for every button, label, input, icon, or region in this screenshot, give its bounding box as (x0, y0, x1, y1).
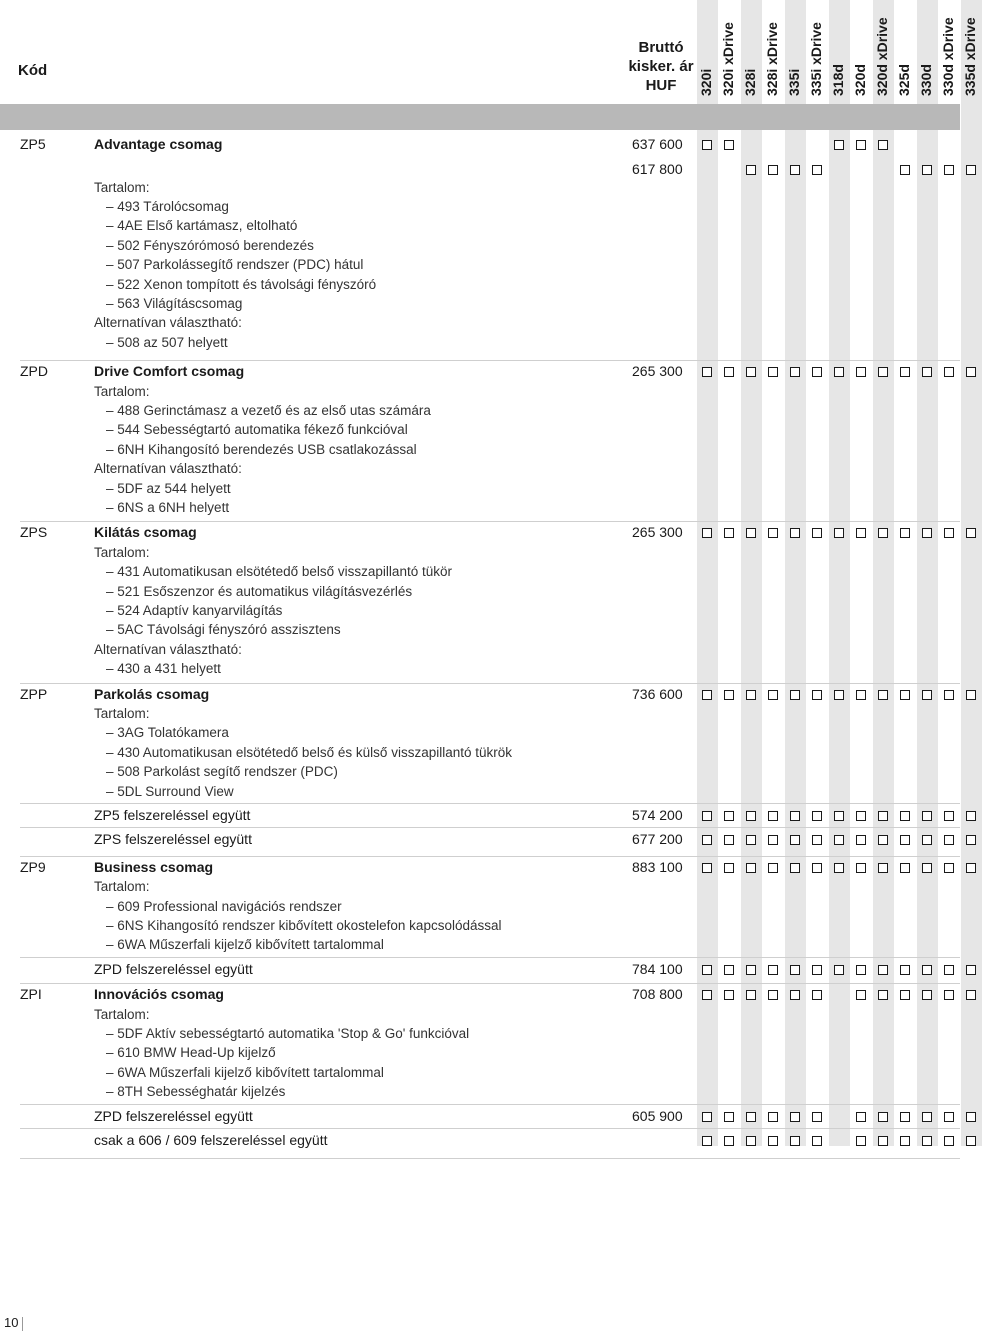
content-item: – 563 Világításcsomag (106, 294, 242, 313)
availability-marker (944, 990, 954, 1000)
availability-marker (746, 528, 756, 538)
availability-marker (812, 835, 822, 845)
model-name: 330d (918, 64, 934, 96)
model-column-header (962, 0, 982, 100)
availability-marker (812, 863, 822, 873)
availability-marker (812, 367, 822, 377)
content-item: – 502 Fényszórómosó berendezés (106, 236, 314, 255)
availability-marker (702, 965, 712, 975)
page-number: 10 (4, 1315, 19, 1330)
availability-marker (790, 990, 800, 1000)
model-column-header (720, 0, 740, 100)
model-column-header (808, 0, 828, 100)
availability-marker (900, 165, 910, 175)
availability-marker (768, 165, 778, 175)
availability-marker (966, 965, 976, 975)
availability-marker (834, 690, 844, 700)
combination-label: csak a 606 / 609 felszereléssel együtt (94, 1132, 328, 1149)
price-header-line: kisker. ár (628, 58, 694, 75)
availability-marker (790, 690, 800, 700)
availability-marker (944, 1136, 954, 1146)
package-price: 617 800 (632, 160, 683, 177)
row-divider (20, 803, 960, 804)
availability-marker (768, 1112, 778, 1122)
row-divider (20, 1104, 960, 1105)
availability-marker (724, 835, 734, 845)
availability-marker (878, 965, 888, 975)
availability-marker (966, 690, 976, 700)
combination-price: 784 100 (632, 960, 683, 977)
availability-marker (768, 835, 778, 845)
package-price: 637 600 (632, 136, 683, 152)
contents-label: Tartalom: (94, 706, 150, 722)
availability-marker (702, 1112, 712, 1122)
content-item: – 430 Automatikusan elsötétedő belső és külső visszapillantó tükrök (106, 743, 512, 762)
availability-marker (900, 1112, 910, 1122)
combination-label: ZP5 felszereléssel együtt (94, 807, 251, 824)
model-column-header (940, 0, 960, 100)
availability-marker (878, 1136, 888, 1146)
availability-marker (746, 1136, 756, 1146)
availability-marker (944, 965, 954, 975)
availability-marker (900, 690, 910, 700)
combination-label: ZPD felszereléssel együtt (94, 1107, 253, 1124)
availability-marker (966, 990, 976, 1000)
availability-marker (702, 367, 712, 377)
combination-price: 605 900 (632, 1107, 683, 1124)
alternative-label: Alternatívan választható: (94, 641, 242, 657)
package-price: 883 100 (632, 858, 683, 875)
combination-label: ZPD felszereléssel együtt (94, 960, 253, 977)
availability-marker (768, 990, 778, 1000)
availability-marker (812, 690, 822, 700)
availability-marker (768, 1136, 778, 1146)
availability-marker (768, 367, 778, 377)
availability-marker (812, 965, 822, 975)
row-divider (20, 360, 960, 361)
package-title: Drive Comfort csomag (94, 363, 245, 380)
availability-marker (878, 367, 888, 377)
availability-marker (790, 165, 800, 175)
availability-marker (966, 811, 976, 821)
package-title: Business csomag (94, 858, 214, 875)
package-price: 736 600 (632, 685, 683, 702)
availability-marker (702, 835, 712, 845)
package-price: 708 800 (632, 986, 683, 1003)
contents-label: Tartalom: (94, 1006, 150, 1022)
availability-marker (900, 1136, 910, 1146)
availability-marker (878, 863, 888, 873)
availability-marker (878, 811, 888, 821)
row-divider (20, 856, 960, 857)
availability-marker (944, 367, 954, 377)
availability-marker (702, 140, 712, 150)
availability-marker (856, 1112, 866, 1122)
availability-marker (878, 140, 888, 150)
combination-price: 574 200 (632, 807, 683, 824)
availability-marker (944, 863, 954, 873)
availability-marker (856, 990, 866, 1000)
content-item: – 524 Adaptív kanyarvilágítás (106, 601, 282, 620)
row-divider (20, 683, 960, 684)
availability-marker (834, 965, 844, 975)
availability-marker (922, 690, 932, 700)
availability-marker (900, 965, 910, 975)
availability-marker (812, 165, 822, 175)
availability-marker (966, 165, 976, 175)
package-price: 265 300 (632, 363, 683, 380)
contents-label: Tartalom: (94, 879, 150, 895)
availability-marker (878, 990, 888, 1000)
model-name: 320d xDrive (874, 17, 890, 96)
model-name: 320i (698, 68, 714, 96)
content-item: – 5AC Távolsági fényszóró asszisztens (106, 620, 341, 639)
availability-marker (834, 835, 844, 845)
availability-marker (746, 690, 756, 700)
availability-marker (856, 965, 866, 975)
availability-marker (724, 528, 734, 538)
availability-marker (834, 140, 844, 150)
availability-marker (834, 811, 844, 821)
alternative-label: Alternatívan választható: (94, 461, 242, 477)
row-divider (20, 1128, 960, 1129)
availability-marker (702, 863, 712, 873)
availability-marker (746, 367, 756, 377)
availability-marker (834, 367, 844, 377)
availability-marker (724, 811, 734, 821)
availability-marker (922, 835, 932, 845)
availability-marker (724, 367, 734, 377)
combination-price: 677 200 (632, 831, 683, 848)
availability-marker (790, 367, 800, 377)
availability-marker (702, 811, 712, 821)
availability-marker (856, 690, 866, 700)
model-column-header (852, 0, 872, 100)
availability-marker (768, 690, 778, 700)
price-column-header (622, 38, 700, 95)
row-divider (20, 521, 960, 522)
availability-marker (790, 528, 800, 538)
model-name: 320i xDrive (720, 22, 736, 96)
model-column-header (896, 0, 916, 100)
availability-marker (746, 863, 756, 873)
availability-marker (900, 811, 910, 821)
availability-marker (724, 1136, 734, 1146)
header-band (0, 104, 960, 130)
availability-marker (856, 835, 866, 845)
availability-marker (966, 1136, 976, 1146)
availability-marker (966, 1112, 976, 1122)
availability-marker (746, 1112, 756, 1122)
content-item: – 8TH Sebességhatár kijelzés (106, 1082, 285, 1101)
availability-marker (790, 1136, 800, 1146)
package-code: ZP5 (20, 136, 46, 152)
content-item: – 522 Xenon tompított és távolsági fényszóró (106, 275, 376, 294)
availability-marker (834, 528, 844, 538)
availability-marker (746, 835, 756, 845)
availability-marker (856, 367, 866, 377)
availability-marker (702, 528, 712, 538)
availability-marker (812, 1136, 822, 1146)
availability-marker (900, 863, 910, 873)
availability-marker (944, 528, 954, 538)
availability-marker (790, 811, 800, 821)
footer-separator (22, 1317, 23, 1331)
availability-marker (878, 835, 888, 845)
model-column-header (874, 0, 894, 100)
package-price: 265 300 (632, 524, 683, 541)
alternative-item: – 508 az 507 helyett (106, 333, 228, 352)
availability-marker (746, 811, 756, 821)
model-column-header (918, 0, 938, 100)
model-name: 335i xDrive (808, 22, 824, 96)
model-name: 328i xDrive (764, 22, 780, 96)
availability-marker (922, 367, 932, 377)
content-item: – 544 Sebességtartó automatika fékező funkcióval (106, 420, 408, 439)
combination-label: ZPS felszereléssel együtt (94, 831, 252, 848)
content-item: – 610 BMW Head-Up kijelző (106, 1043, 276, 1062)
package-code: ZPP (20, 685, 48, 702)
availability-marker (966, 835, 976, 845)
availability-marker (922, 965, 932, 975)
availability-marker (900, 835, 910, 845)
price-header-line: HUF (645, 77, 677, 94)
contents-label: Tartalom: (94, 383, 150, 399)
content-item: – 507 Parkolássegítő rendszer (PDC) hátul (106, 255, 363, 274)
availability-marker (790, 965, 800, 975)
availability-marker (922, 990, 932, 1000)
model-name: 328i (742, 68, 758, 96)
content-item: – 6NH Kihangosító berendezés USB csatlakozással (106, 440, 417, 459)
availability-marker (856, 528, 866, 538)
contents-label: Tartalom: (94, 179, 150, 195)
availability-marker (768, 811, 778, 821)
availability-marker (966, 528, 976, 538)
package-code: ZPS (20, 524, 48, 541)
model-column-header (742, 0, 762, 100)
availability-marker (944, 690, 954, 700)
availability-marker (724, 990, 734, 1000)
availability-marker (768, 863, 778, 873)
availability-marker (966, 863, 976, 873)
content-item: – 5DL Surround View (106, 782, 234, 801)
package-title: Parkolás csomag (94, 685, 210, 702)
model-name: 335d xDrive (962, 17, 978, 96)
package-title: Kilátás csomag (94, 524, 197, 541)
availability-marker (724, 1112, 734, 1122)
availability-marker (746, 965, 756, 975)
availability-marker (900, 528, 910, 538)
availability-marker (812, 990, 822, 1000)
package-title: Advantage csomag (94, 136, 223, 152)
model-name: 335i (786, 68, 802, 96)
content-item: – 6WA Műszerfali kijelző kibővített tartalommal (106, 935, 384, 954)
availability-marker (856, 1136, 866, 1146)
content-item: – 493 Tárolócsomag (106, 197, 229, 216)
availability-marker (724, 965, 734, 975)
availability-marker (944, 165, 954, 175)
availability-marker (702, 1136, 712, 1146)
availability-marker (724, 863, 734, 873)
availability-marker (922, 165, 932, 175)
package-title: Innovációs csomag (94, 986, 224, 1003)
model-column-header (698, 0, 718, 100)
availability-marker (900, 990, 910, 1000)
content-item: – 508 Parkolást segítő rendszer (PDC) (106, 762, 338, 781)
availability-marker (790, 1112, 800, 1122)
model-name: 325d (896, 64, 912, 96)
availability-marker (746, 165, 756, 175)
availability-marker (790, 835, 800, 845)
content-item: – 4AE Első kartámasz, eltolható (106, 216, 297, 235)
availability-marker (724, 690, 734, 700)
model-name: 330d xDrive (940, 17, 956, 96)
availability-marker (922, 811, 932, 821)
content-item: – 5DF Aktív sebességtartó automatika 'Stop & Go' funkcióval (106, 1024, 469, 1043)
availability-marker (812, 811, 822, 821)
model-name: 318d (830, 64, 846, 96)
availability-marker (768, 528, 778, 538)
row-divider (20, 827, 960, 828)
availability-marker (922, 1112, 932, 1122)
alternative-item: – 5DF az 544 helyett (106, 479, 231, 498)
availability-marker (878, 1112, 888, 1122)
code-column-header: Kód (18, 62, 48, 79)
table-bottom-rule (20, 1158, 960, 1159)
availability-marker (878, 528, 888, 538)
alternative-item: – 6NS a 6NH helyett (106, 498, 229, 517)
availability-marker (944, 811, 954, 821)
availability-marker (900, 367, 910, 377)
content-item: – 609 Professional navigációs rendszer (106, 897, 342, 916)
content-item: – 521 Esőszenzor és automatikus világításvezérlés (106, 582, 412, 601)
availability-marker (702, 990, 712, 1000)
availability-marker (856, 811, 866, 821)
availability-marker (856, 140, 866, 150)
content-item: – 488 Gerinctámasz a vezető és az első utas számára (106, 401, 431, 420)
availability-marker (944, 835, 954, 845)
availability-marker (922, 863, 932, 873)
model-column-header (764, 0, 784, 100)
availability-marker (966, 367, 976, 377)
availability-marker (834, 863, 844, 873)
content-item: – 6NS Kihangosító rendszer kibővített okostelefon kapcsolódással (106, 916, 502, 935)
availability-marker (768, 965, 778, 975)
content-item: – 431 Automatikusan elsötétedő belső visszapillantó tükör (106, 562, 452, 581)
availability-marker (812, 1112, 822, 1122)
alternative-item: – 430 a 431 helyett (106, 659, 221, 678)
package-code: ZPI (20, 986, 42, 1003)
model-column-header (830, 0, 850, 100)
availability-marker (944, 1112, 954, 1122)
availability-marker (724, 140, 734, 150)
availability-marker (922, 528, 932, 538)
model-column-header (786, 0, 806, 100)
row-divider (20, 957, 960, 958)
row-divider (20, 983, 960, 984)
alternative-label: Alternatívan választható: (94, 315, 242, 331)
availability-marker (790, 863, 800, 873)
price-header-line: Bruttó (638, 39, 684, 56)
content-item: – 6WA Műszerfali kijelző kibővített tartalommal (106, 1063, 384, 1082)
model-name: 320d (852, 64, 868, 96)
content-item: – 3AG Tolatókamera (106, 723, 229, 742)
availability-marker (878, 690, 888, 700)
availability-marker (922, 1136, 932, 1146)
availability-marker (702, 690, 712, 700)
availability-marker (746, 990, 756, 1000)
package-code: ZPD (20, 363, 48, 380)
availability-marker (856, 863, 866, 873)
contents-label: Tartalom: (94, 544, 150, 560)
package-code: ZP9 (20, 858, 46, 875)
availability-marker (812, 528, 822, 538)
